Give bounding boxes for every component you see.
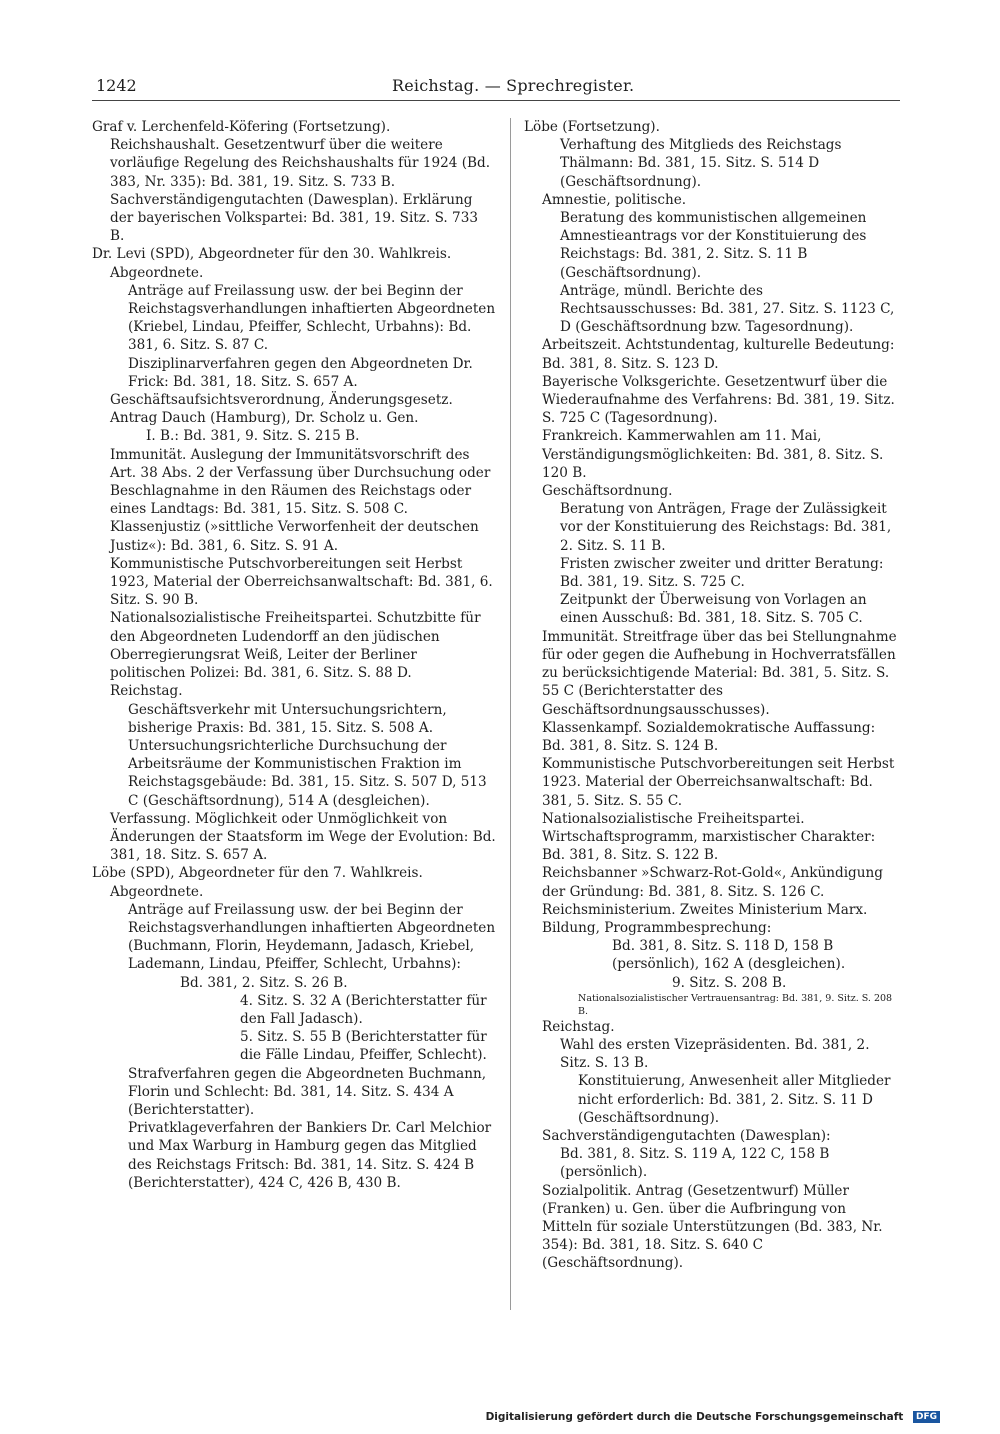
register-entry: Privatklageverfahren der Bankiers Dr. Carl Melchior und Max Warburg in Hamburg gegen das Mitglied des Reichstags Fritsch: Bd. 381, 14. Sitz. S. 424 B (Berichterstatter), 424 C, 426 B, 430 B. (128, 1120, 492, 1191)
register-entry: Nationalsozialistische Freiheitspartei. Schutzbitte für den Abgeordneten Ludendorff an den jüdischen Oberregierungsrat Weiß, Leiter der Berliner politischen Polizei: Bd. 381, 6. Sitz. S. 88 D. (110, 610, 481, 682)
register-entry: Beratung des kommunistischen allgemeinen Amnestieantrags vor der Konstituierung des Reichstags: Bd. 381, 2. Sitz. S. 11 B (Geschäftsordnung). (560, 210, 867, 281)
register-entry: Fristen zwischer zweiter und dritter Beratung: Bd. 381, 19. Sitz. S. 725 C. (560, 555, 884, 591)
speaker-heading: Graf v. Lerchenfeld-Köfering (Fortsetzung). (92, 119, 391, 135)
register-entry: Geschäftsaufsichtsverordnung, Änderungsgesetz. Antrag Dauch (Hamburg), Dr. Scholz u. Gen. (110, 392, 453, 427)
column-divider (510, 118, 511, 1310)
register-entry: Bd. 381, 2. Sitz. S. 26 B. (180, 974, 348, 991)
register-entry: Abgeordnete. (110, 264, 204, 281)
register-entry: Reichshaushalt. Gesetzentwurf über die weitere vorläufige Regelung des Reichshaushalts für 1924 (Bd. 383, Nr. 335): Bd. 381, 19. Sitz. S. 733 B. (110, 137, 491, 190)
register-entry: Anträge auf Freilassung usw. der bei Beginn der Reichstagsverhandlungen inhaftierten Abgeordneten (Kriebel, Lindau, Pfeiffer, Schlecht, Urbahns): Bd. 381, 6. Sitz. S. 87 C. (128, 282, 496, 354)
register-entry: Reichstag. (110, 683, 183, 700)
register-entry: Anträge, mündl. Berichte des Rechtsausschusses: Bd. 381, 27. Sitz. S. 1123 C, D (Geschäftsordnung bzw. Tagesordnung). (560, 282, 895, 336)
register-entry: Arbeitszeit. Achtstundentag, kulturelle Bedeutung: Bd. 381, 8. Sitz. S. 123 D. (542, 337, 895, 372)
register-entry: Kommunistische Putschvorbereitungen seit Herbst 1923. Material der Oberreichsanwaltschaft: Bd. 381, 5. Sitz. S. 55 C. (542, 756, 895, 809)
register-entry: Untersuchungsrichterliche Durchsuchung der Arbeitsräume der Kommunistischen Fraktion im Reichstagsgebäude: Bd. 381, 15. Sitz. S. 507 D, 513 C (Geschäftsordnung), 514 A (desgleichen). (128, 737, 487, 809)
speaker-heading: Löbe (SPD), Abgeordneter für den 7. Wahlkreis. (92, 865, 423, 882)
register-entry: Amnestie, politische. (542, 191, 687, 208)
register-entry: Reichstag. (542, 1018, 615, 1035)
register-entry: Zeitpunkt der Überweisung von Vorlagen an einen Ausschuß: Bd. 381, 18. Sitz. S. 705 C. (560, 592, 867, 627)
register-entry: Wahl des ersten Vizepräsidenten. Bd. 381, 2. Sitz. S. 13 B. (560, 1036, 870, 1072)
register-entry: 4. Sitz. S. 32 A (Berichterstatter für den Fall Jadasch). (240, 992, 487, 1027)
footer-text: Digitalisierung gefördert durch die Deutsche Forschungsgemeinschaft (485, 1411, 904, 1423)
register-entry: Bd. 381, 8. Sitz. S. 119 A, 122 C, 158 B (persönlich). (560, 1146, 830, 1181)
right-column (524, 118, 900, 1273)
register-entry: Anträge auf Freilassung usw. der bei Beginn der Reichstagsverhandlungen inhaftierten Abgeordneten (Buchmann, Florin, Heydemann, Jadasch, Kriebel, Lademann, Lindau, Pfeiffer, Schlecht, Urbahns): (128, 901, 496, 973)
register-entry: Immunität. Auslegung der Immunitätsvorschrift des Art. 38 Abs. 2 der Verfassung über Durchsuchung oder Beschlagnahme in den Räumen des Reichstags oder eines Landtags: Bd. 381, 15. Sitz. S. 508 C. (110, 446, 491, 518)
register-entry: Disziplinarverfahren gegen den Abgeordneten Dr. Frick: Bd. 381, 18. Sitz. S. 657 A. (128, 355, 473, 390)
register-entry: Nationalsozialistische Freiheitspartei. Wirtschaftsprogramm, marxistischer Charakter: Bd. 381, 8. Sitz. S. 122 B. (542, 810, 876, 864)
register-entry: Strafverfahren gegen die Abgeordneten Buchmann, Florin und Schlecht: Bd. 381, 14. Sitz. S. 434 A (Berichterstatter). (128, 1065, 487, 1118)
register-entry: Konstituierung, Anwesenheit aller Mitglieder nicht erforderlich: Bd. 381, 2. Sitz. S. 11 D (Geschäftsordnung). (578, 1073, 891, 1126)
register-entry: I. B.: Bd. 381, 9. Sitz. S. 215 B. (146, 428, 360, 445)
speaker-heading: Löbe (Fortsetzung). (524, 119, 660, 135)
register-entry: Verhaftung des Mitglieds des Reichstags Thälmann: Bd. 381, 15. Sitz. S. 514 D (Geschäftsordnung). (560, 137, 842, 190)
footer (486, 1411, 940, 1423)
register-entry: Klassenjustiz (»sittliche Verworfenheit der deutschen Justiz«): Bd. 381, 6. Sitz. S. 91 A. (110, 519, 479, 554)
register-entry: Sachverständigengutachten (Dawesplan): (542, 1127, 831, 1144)
register-entry: Bayerische Volksgerichte. Gesetzentwurf über die Wiederaufnahme des Verfahrens: Bd. 381, 19. Sitz. S. 725 C (Tagesordnung). (542, 373, 895, 427)
page-header (92, 74, 900, 101)
register-entry: Frankreich. Kammerwahlen am 11. Mai, Verständigungsmöglichkeiten: Bd. 381, 8. Sitz. S. 120 B. (542, 428, 884, 481)
register-entry: 5. Sitz. S. 55 B (Berichterstatter für die Fälle Lindau, Pfeiffer, Schlecht). (240, 1029, 487, 1064)
register-entry: Verfassung. Möglichkeit oder Unmöglichkeit von Änderungen der Staatsform im Wege der Evolution: Bd. 381, 18. Sitz. S. 657 A. (110, 810, 496, 864)
register-entry: Nationalsozialistischer Vertrauensantrag: Bd. 381, 9. Sitz. S. 208 B. (578, 992, 893, 1017)
register-entry: Immunität. Streitfrage über das bei Stellungnahme für oder gegen die Aufhebung in Hochverratsfällen zu berücksichtigende Material: Bd. 381, 5. Sitz. S. 55 C (Berichterstatter des Geschäftsordnungsausschusses). (542, 628, 897, 718)
register-entry: Sachverständigengutachten (Dawesplan). Erklärung der bayerischen Volkspartei: Bd. 381, 19. Sitz. S. 733 B. (110, 191, 478, 245)
register-entry: Bd. 381, 8. Sitz. S. 118 D, 158 B (persönlich), 162 A (desgleichen). (612, 938, 846, 973)
register-entry: Reichsbanner »Schwarz-Rot-Gold«, Ankündigung der Gründung: Bd. 381, 8. Sitz. S. 126 C. (542, 865, 883, 900)
register-entry: Beratung von Anträgen, Frage der Zulässigkeit vor der Konstituierung des Reichstags: Bd. 381, 2. Sitz. S. 11 B. (560, 501, 892, 554)
register-entry: Kommunistische Putschvorbereitungen seit Herbst 1923, Material der Oberreichsanwaltschaft: Bd. 381, 6. Sitz. S. 90 B. (110, 555, 493, 609)
dfg-logo: DFG (913, 1411, 940, 1423)
speaker-heading: Dr. Levi (SPD), Abgeordneter für den 30. Wahlkreis. (92, 246, 452, 263)
left-column (92, 118, 496, 1192)
register-entry: Klassenkampf. Sozialdemokratische Auffassung: Bd. 381, 8. Sitz. S. 124 B. (542, 719, 876, 754)
page-number: 1242 (96, 76, 137, 95)
register-entry: 9. Sitz. S. 208 B. (672, 974, 787, 991)
register-entry: Reichsministerium. Zweites Ministerium Marx. Bildung, Programmbesprechung: (542, 901, 868, 936)
register-entry: Geschäftsverkehr mit Untersuchungsrichtern, bisherige Praxis: Bd. 381, 15. Sitz. S. 508 A. (128, 701, 447, 736)
register-entry: Geschäftsordnung. (542, 483, 673, 500)
running-title: Reichstag. — Sprechregister. (392, 76, 635, 95)
register-entry: Abgeordnete. (110, 883, 204, 900)
register-entry: Sozialpolitik. Antrag (Gesetzentwurf) Müller (Franken) u. Gen. über die Aufbringung von Mitteln für soziale Unterstützungen (Bd. 383, Nr. 354): Bd. 381, 18. Sitz. S. 640 C (Geschäftsordnung). (542, 1182, 883, 1272)
